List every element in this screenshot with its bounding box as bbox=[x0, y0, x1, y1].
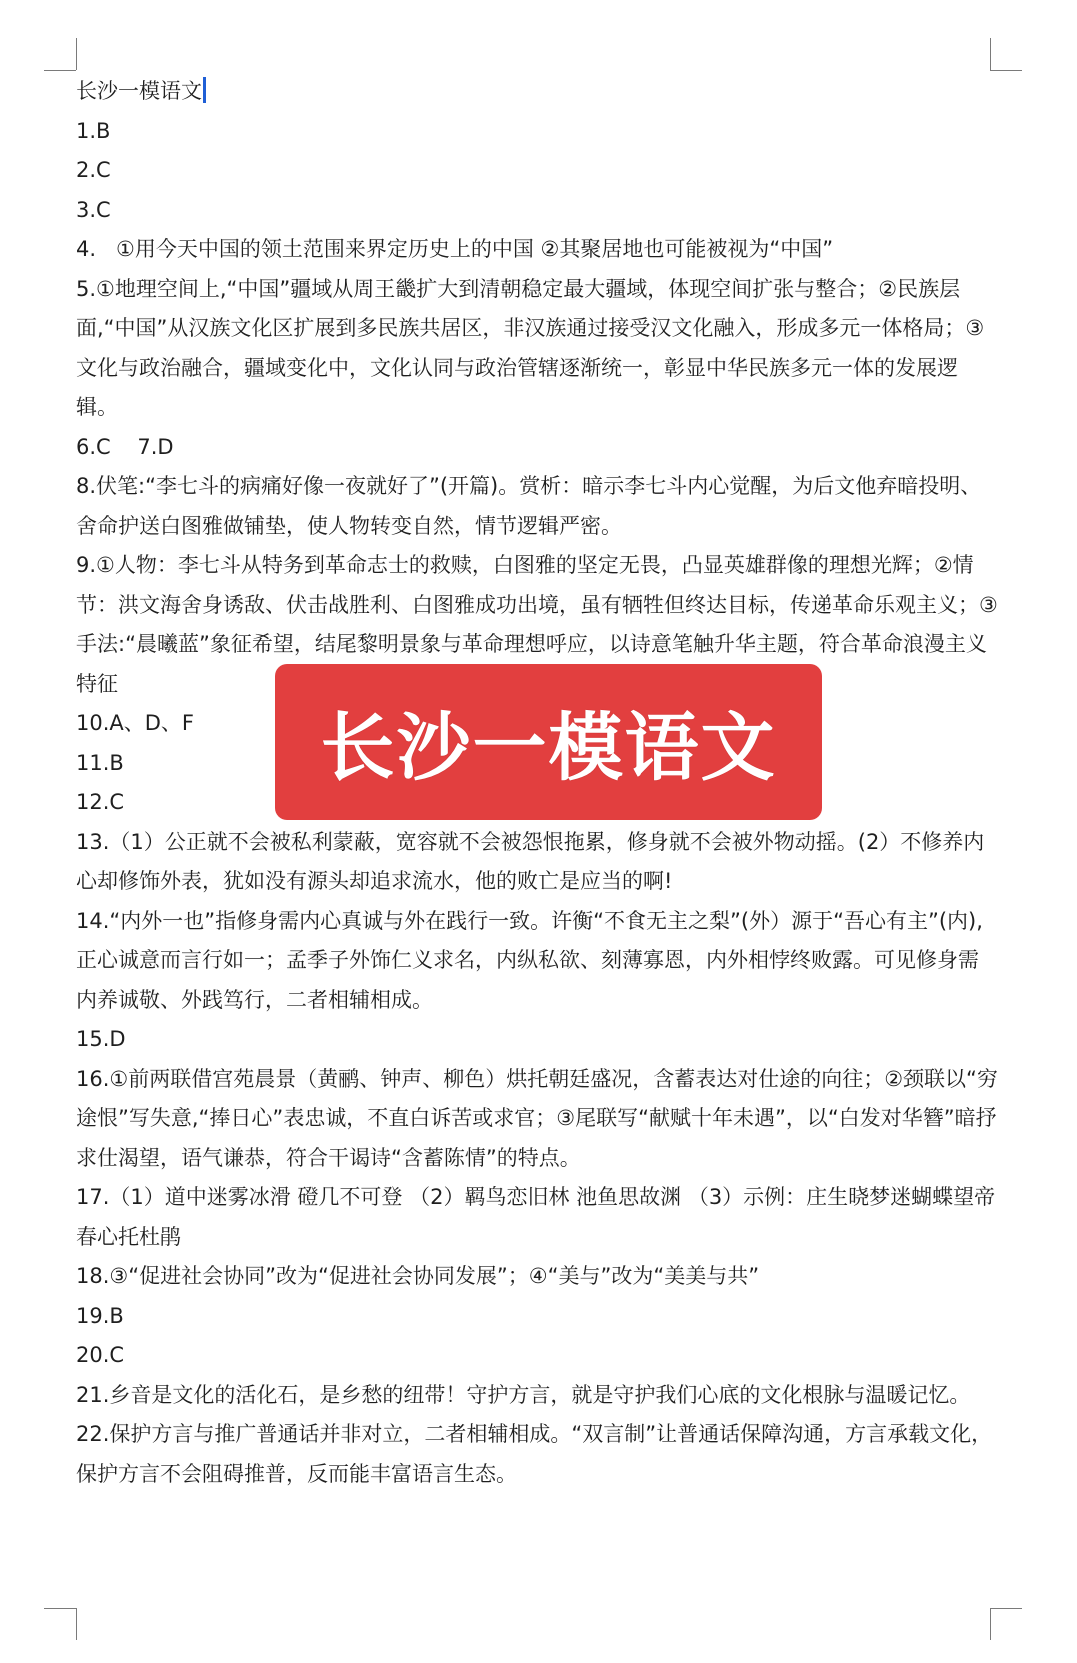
text-cursor bbox=[203, 77, 206, 103]
title-banner bbox=[275, 664, 822, 820]
answer-line: 22.保护方言与推广普通话并非对立，二者相辅相成。“双言制”让普通话保障沟通，方言承载文化，保护方言不会阻碍推普，反而能丰富语言生态。 bbox=[76, 1422, 993, 1486]
answer-line: 17.（1）道中迷雾冰滑 磴几不可登 （2）羁鸟恋旧林 池鱼思故渊 （3）示例：庄生晓梦迷蝴蝶望帝春心托杜鹃 bbox=[76, 1185, 996, 1249]
answer-line: 12.C bbox=[76, 790, 125, 814]
answer-line: 19.B bbox=[76, 1303, 124, 1328]
crop-mark-bottom-right bbox=[990, 1608, 991, 1640]
document-title-line bbox=[76, 72, 998, 112]
answer-line: 14.“内外一也”指修身需内心真诚与外在践行一致。许衡“不食无主之梨”(外）源于“吾心有主”(内),正心诚意而言行如一；孟季子外饰仁义求名，内纵私欲、刻薄寡恩，内外相悖终败露。可见修身需内养诚敬、外践笃行，二者相辅相成。 bbox=[76, 908, 983, 1012]
answer-line: 1.B bbox=[76, 118, 111, 143]
crop-mark-top-left bbox=[44, 70, 76, 71]
answer-line: 8.伏笔:“李七斗的病痛好像一夜就好了”(开篇)。赏析：暗示李七斗内心觉醒，为后文他弃暗投明、舍命护送白图雅做铺垫，使人物转变自然，情节逻辑严密。 bbox=[76, 474, 982, 538]
answer-line: 6.C 7.D bbox=[76, 434, 174, 459]
crop-mark-bottom-right bbox=[990, 1608, 1022, 1609]
answer-line: 11.B bbox=[76, 750, 124, 775]
answer-line: 4. ①用今天中国的领土范围来界定历史上的中国 ②其聚居地也可能被视为“中国” bbox=[76, 237, 834, 261]
answer-line: 18.③“促进社会协同”改为“促进社会协同发展”；④“美与”改为“美美与共” bbox=[76, 1264, 760, 1288]
answer-line: 10.A、D、F bbox=[76, 711, 195, 735]
document-title: 长沙一模语文 bbox=[76, 79, 202, 103]
crop-mark-bottom-left bbox=[44, 1608, 76, 1609]
answer-line: 15.D bbox=[76, 1027, 126, 1051]
answer-line: 5.①地理空间上,“中国”疆域从周王畿扩大到清朝稳定最大疆域，体现空间扩张与整合；②民族层面,“中国”从汉族文化区扩展到多民族共居区，非汉族通过接受汉文化融入，形成多元一体格局；③文化与政治融合，疆域变化中，文化认同与政治管辖逐渐统一，彰显中华民族多元一体的发展逻辑。 bbox=[76, 276, 985, 419]
crop-mark-top-right bbox=[990, 70, 1022, 71]
answer-line: 2.C bbox=[76, 158, 111, 182]
answer-line: 13.（1）公正就不会被私利蒙蔽，宽容就不会被怨恨拖累，修身就不会被外物动摇。(2）不修养内心却修饰外表，犹如没有源头却追求流水，他的败亡是应当的啊! bbox=[76, 829, 985, 893]
banner-text: 长沙一模语文 bbox=[320, 705, 777, 791]
crop-mark-bottom-left bbox=[76, 1608, 77, 1640]
crop-mark-top-left bbox=[76, 38, 77, 70]
answer-line: 9.①人物：李七斗从特务到革命志士的救赎，白图雅的坚定无畏，凸显英雄群像的理想光辉；②情节：洪文海舍身诱敌、伏击战胜利、白图雅成功出境，虽有牺牲但终达目标，传递革命乐观主义；③手法:“晨曦蓝”象征希望，结尾黎明景象与革命理想呼应，以诗意笔触升华主题，符合革命浪漫主义特征 bbox=[76, 553, 998, 696]
crop-mark-top-right bbox=[990, 38, 991, 70]
answer-line: 21.乡音是文化的活化石，是乡愁的纽带！守护方言，就是守护我们心底的文化根脉与温暖记忆。 bbox=[76, 1382, 971, 1407]
answer-line: 16.①前两联借宫苑晨景（黄鹂、钟声、柳色）烘托朝廷盛况，含蓄表达对仕途的向往；②颈联以“穷途恨”写失意,“捧日心”表忠诚，不直白诉苦或求官；③尾联写“献赋十年未遇”，以“白发对华簪”暗抒求仕渴望，语气谦恭，符合干谒诗“含蓄陈情”的特点。 bbox=[76, 1066, 998, 1170]
answer-line: 20.C bbox=[76, 1343, 125, 1367]
answer-line: 3.C bbox=[76, 197, 111, 222]
